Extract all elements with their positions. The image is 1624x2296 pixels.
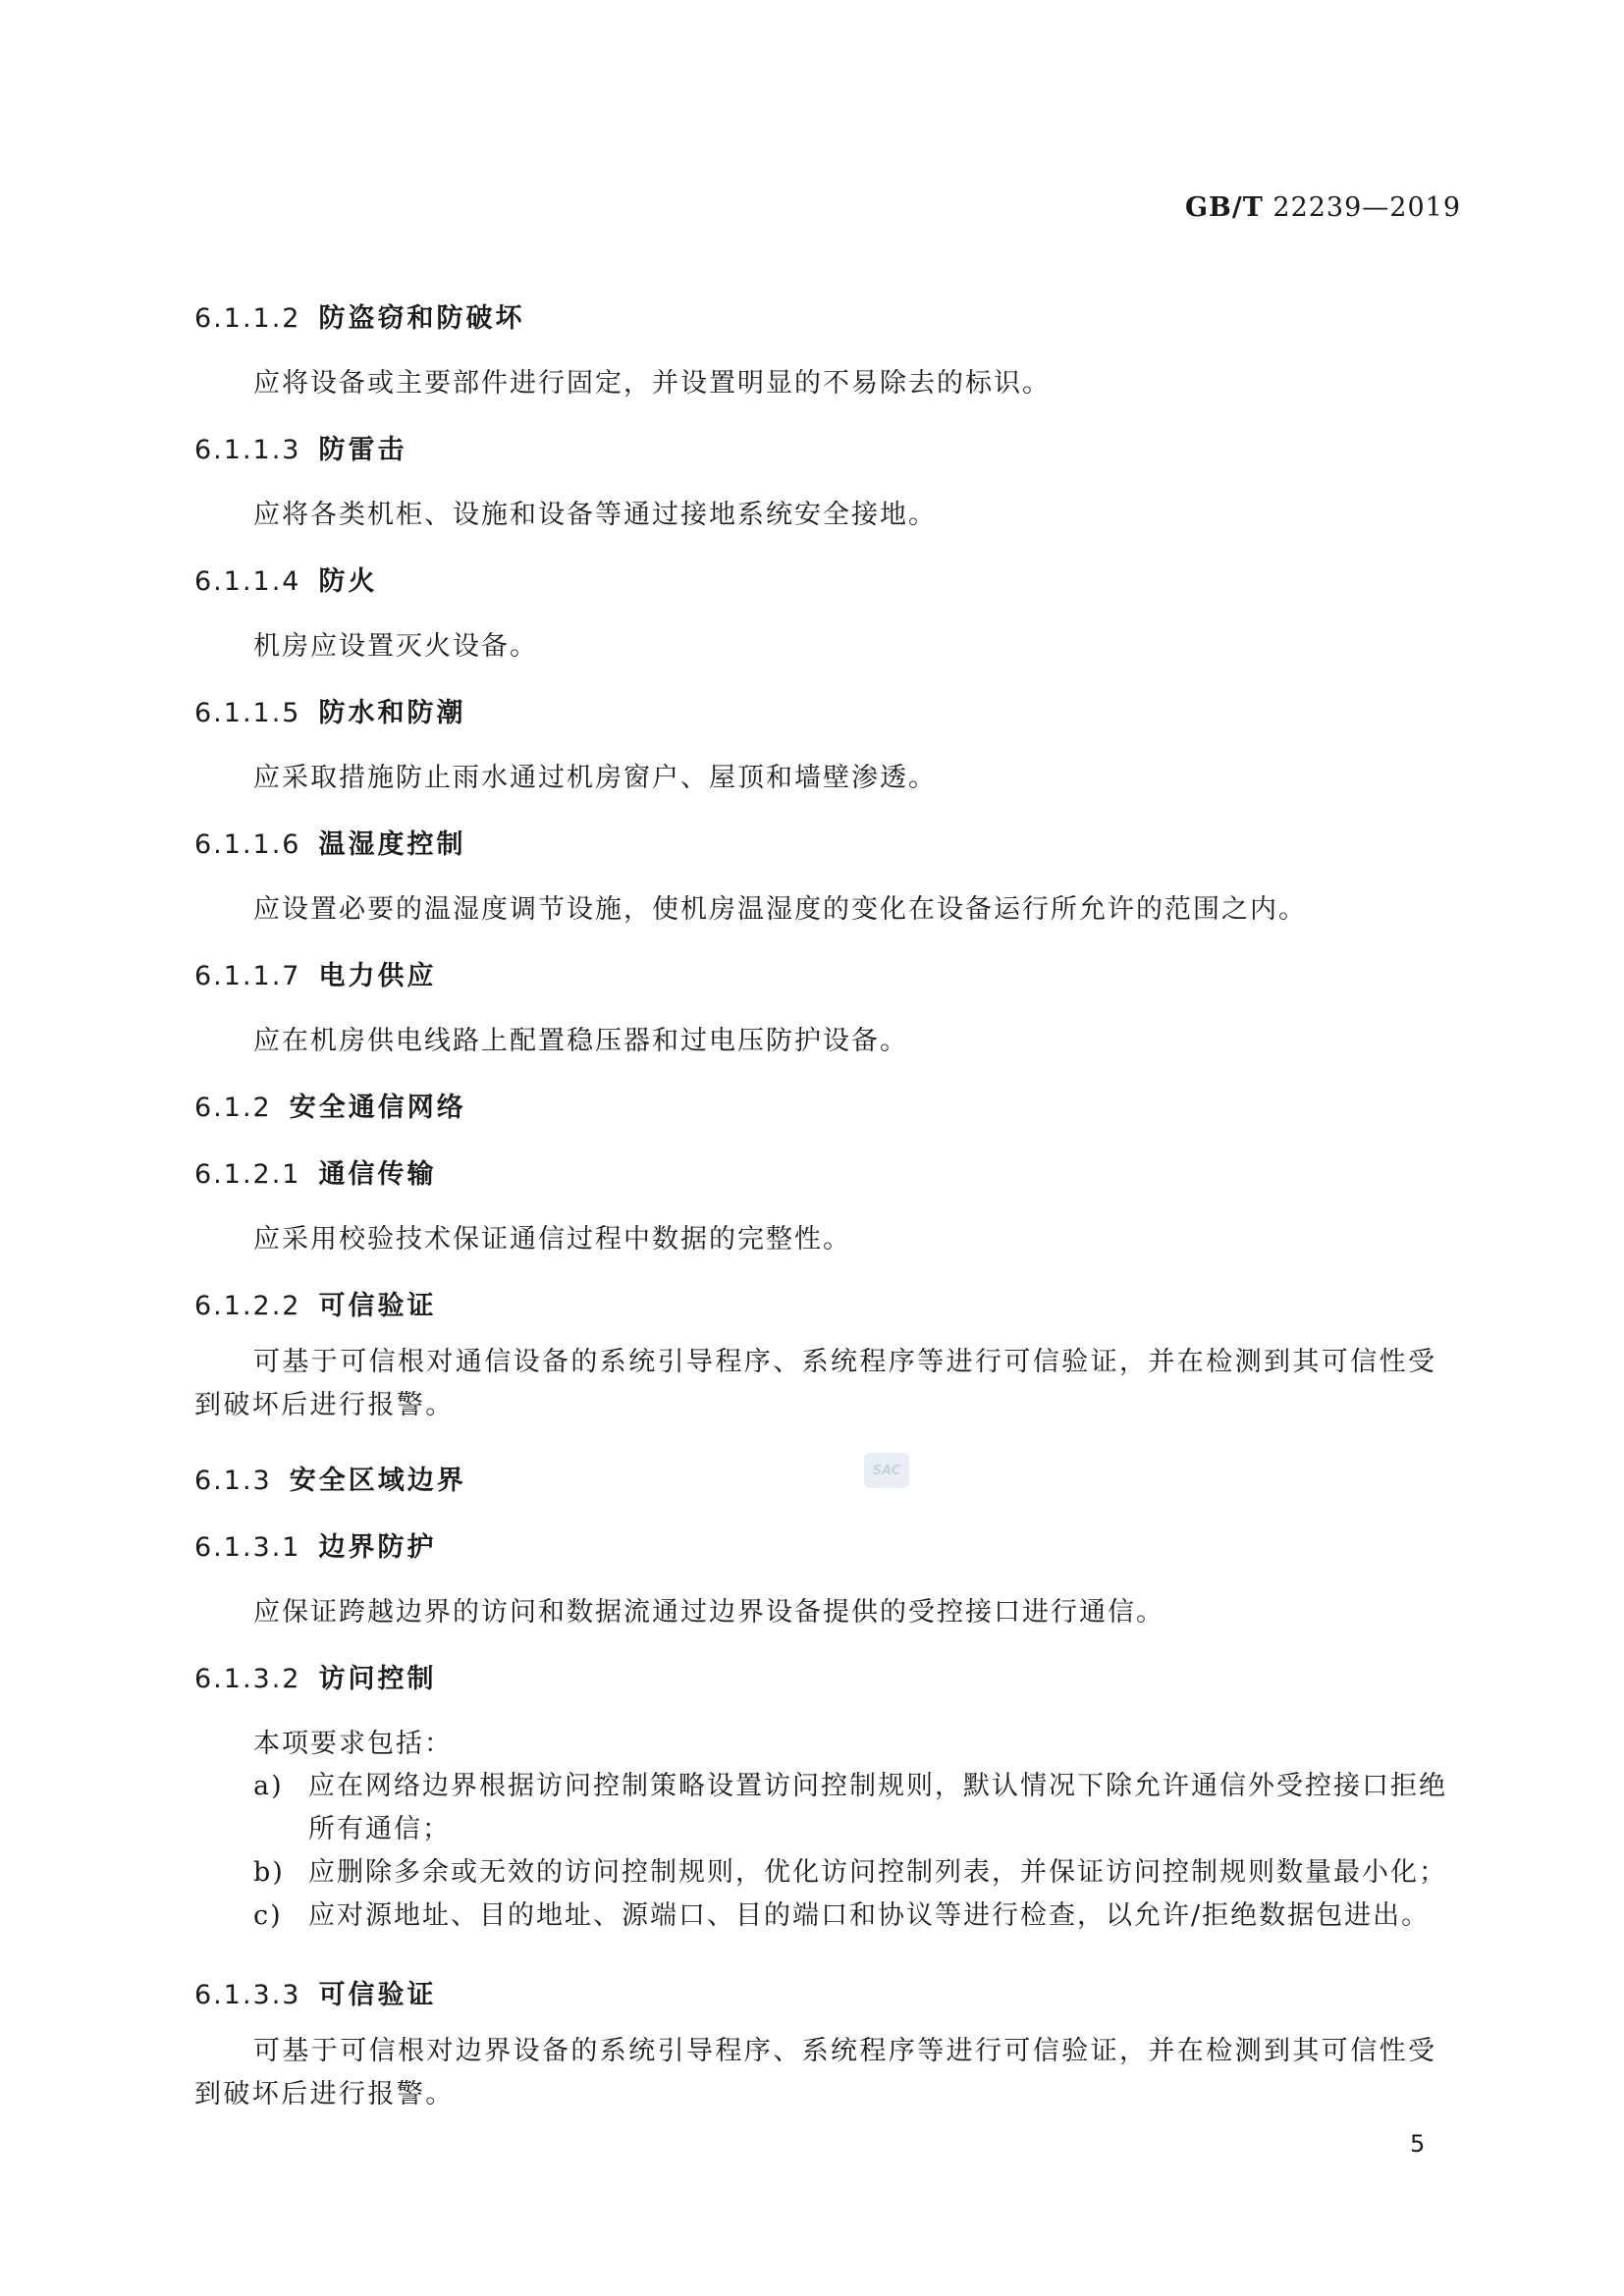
- section-number: 6.1.3.3: [194, 1980, 301, 2010]
- section-title: 边界防护: [318, 1532, 437, 1563]
- page-number: 5: [1410, 2130, 1426, 2158]
- heading-6-1-3-1: [194, 1525, 436, 1564]
- section-number: 6.1.2.2: [194, 1291, 301, 1321]
- section-title: 防盗窃和防破坏: [318, 303, 525, 334]
- heading-6-1-1-7: [194, 954, 436, 992]
- heading-6-1-3-2: [194, 1657, 436, 1695]
- section-title: 防水和防潮: [318, 698, 466, 728]
- list-item-text: 应删除多余或无效的访问控制规则，优化访问控制列表，并保证访问控制规则数量最小化；: [308, 1857, 1447, 1888]
- section-number: 6.1.3.2: [194, 1664, 301, 1694]
- list-item: [253, 1765, 1461, 1851]
- section-title: 温湿度控制: [318, 829, 466, 860]
- heading-6-1-1-4: [194, 560, 377, 598]
- heading-6-1-2-2: [194, 1284, 436, 1322]
- section-title: 访问控制: [318, 1664, 437, 1694]
- section-number: 6.1.1.3: [194, 435, 301, 465]
- paragraph-6-1-1-4: 机房应设置灭火设备。: [253, 631, 538, 662]
- sac-watermark-logo: SAC: [864, 1453, 909, 1488]
- section-number: 6.1.2: [194, 1093, 272, 1123]
- list-item: [253, 1895, 1461, 1938]
- heading-6-1-2-1: [194, 1152, 436, 1191]
- list-item-text: 应对源地址、目的地址、源端口、目的端口和协议等进行检查，以允许/拒绝数据包进出。: [308, 1900, 1431, 1931]
- heading-6-1-1-5: [194, 691, 465, 729]
- paragraph-6-1-1-2: 应将设备或主要部件进行固定，并设置明显的不易除去的标识。: [253, 368, 1051, 399]
- heading-6-1-3: [194, 1459, 466, 1497]
- standard-prefix: GB/T: [1184, 192, 1264, 223]
- heading-6-1-1-3: [194, 428, 406, 466]
- section-title: 安全区域边界: [289, 1466, 466, 1496]
- section-title: 防雷击: [318, 435, 407, 465]
- section-title: 电力供应: [318, 961, 437, 991]
- paragraph-6-1-2-2: 可基于可信根对通信设备的系统引导程序、系统程序等进行可信验证，并在检测到其可信性受到破坏后进行报警。: [194, 1347, 1437, 1420]
- section-number: 6.1.1.6: [194, 829, 301, 860]
- section-title: 可信验证: [318, 1980, 437, 2010]
- heading-6-1-1-2: [194, 296, 524, 335]
- paragraph-6-1-1-6: 应设置必要的温湿度调节设施，使机房温湿度的变化在设备运行所允许的范围之内。: [253, 894, 1307, 925]
- paragraph-6-1-3-3: 可基于可信根对边界设备的系统引导程序、系统程序等进行可信验证，并在检测到其可信性受到破坏后进行报警。: [194, 2036, 1437, 2109]
- list-marker: a): [253, 1771, 284, 1801]
- heading-6-1-1-6: [194, 823, 465, 861]
- standard-number: 22239—2019: [1272, 192, 1461, 223]
- paragraph-6-1-1-5: 应采取措施防止雨水通过机房窗户、屋顶和墙壁渗透。: [253, 763, 937, 793]
- section-number: 6.1.1.5: [194, 698, 301, 728]
- section-number: 6.1.2.1: [194, 1159, 301, 1190]
- section-title: 安全通信网络: [289, 1093, 466, 1123]
- heading-6-1-3-3: [194, 1973, 436, 2011]
- paragraph-6-1-3-1: 应保证跨越边界的访问和数据流通过边界设备提供的受控接口进行通信。: [253, 1597, 1164, 1628]
- section-number: 6.1.1.4: [194, 566, 301, 597]
- paragraph-6-1-3-2-intro: 本项要求包括：: [253, 1729, 453, 1759]
- paragraph-6-1-2-1: 应采用校验技术保证通信过程中数据的完整性。: [253, 1224, 851, 1255]
- section-title: 通信传输: [318, 1159, 437, 1190]
- list-item-text: 应在网络边界根据访问控制策略设置访问控制规则，默认情况下除允许通信外受控接口拒绝所有通信；: [308, 1771, 1447, 1844]
- paragraph-6-1-1-3: 应将各类机柜、设施和设备等通过接地系统安全接地。: [253, 500, 937, 530]
- section-number: 6.1.3: [194, 1466, 272, 1496]
- list-marker: b): [253, 1857, 285, 1888]
- list-marker: c): [253, 1900, 283, 1931]
- section-number: 6.1.1.7: [194, 961, 301, 991]
- list-item: [253, 1851, 1461, 1895]
- section-title: 可信验证: [318, 1291, 437, 1321]
- section-number: 6.1.1.2: [194, 303, 301, 334]
- standard-code: [1185, 192, 1461, 223]
- section-title: 防火: [318, 566, 378, 597]
- paragraph-6-1-1-7: 应在机房供电线路上配置稳压器和过电压防护设备。: [253, 1026, 908, 1056]
- heading-6-1-2: [194, 1086, 466, 1124]
- section-number: 6.1.3.1: [194, 1532, 301, 1563]
